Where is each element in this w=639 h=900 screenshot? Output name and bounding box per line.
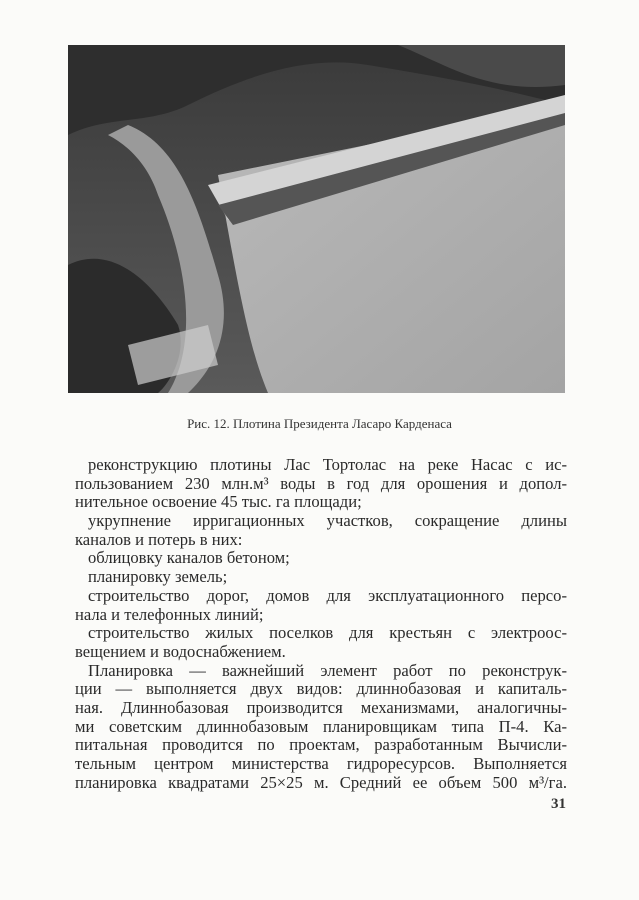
text-line: нительное освоение 45 тыс. га площади; bbox=[75, 492, 362, 512]
text-line: каналов и потерь в них: bbox=[75, 529, 243, 549]
text-line: ная. Длиннобазовая производится механизмами, аналогичны- bbox=[75, 697, 567, 717]
text-line: облицовку каналов бетоном; bbox=[88, 548, 290, 568]
text-line: строительство дорог, домов для эксплуатационного персо- bbox=[88, 585, 567, 605]
text-line: Планировка — важнейший элемент работ по реконструк- bbox=[88, 660, 567, 680]
text-line: ции — выполняется двух видов: длиннобазовая и капиталь- bbox=[75, 679, 567, 699]
dam-aerial-image bbox=[68, 45, 565, 393]
dam-photo bbox=[68, 45, 565, 393]
figure-caption: Рис. 12. Плотина Президента Ласаро Карденаса bbox=[187, 416, 452, 431]
text-line: тельным центром министерства гидроресурсов. Выполняется bbox=[75, 754, 567, 773]
text-line: пользованием 230 млн.м³ воды в год для орошения и допол- bbox=[75, 473, 567, 493]
text-line: строительство жилых поселков для крестьян с электроос- bbox=[88, 623, 567, 643]
body-text bbox=[75, 456, 567, 792]
text-line: ми советским длиннобазовым планировщикам типа П-4. Ка- bbox=[75, 716, 567, 736]
text-line: укрупнение ирригационных участков, сокращение длины bbox=[88, 511, 567, 531]
text-line: планировка квадратами 25×25 м. Средний ее объем 500 м³/га. bbox=[75, 772, 567, 792]
page-number: 31 bbox=[551, 796, 566, 812]
text-line: вещением и водоснабжением. bbox=[75, 641, 286, 661]
text-line: планировку земель; bbox=[88, 567, 228, 587]
text-line: реконструкцию плотины Лас Тортолас на реке Насас с ис- bbox=[88, 455, 567, 474]
text-line: нала и телефонных линий; bbox=[75, 604, 264, 624]
text-line: питальная проводится по проектам, разработанным Вычисли- bbox=[75, 735, 567, 755]
